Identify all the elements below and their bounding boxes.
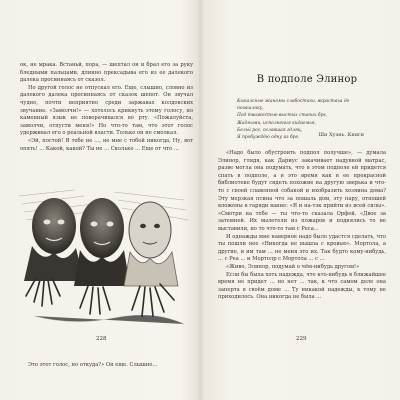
epigraph-line: Я пробуждёю одну из бре.	[237, 135, 300, 141]
left-paragraph-2: Но другой голос не отпускал его. Еще, слышно, словно из далекого далека просиннаясь от сказок шепот. Он звучал чудно, почти неприятно среди заржавах колдовских звучание. «Замолчи!» — хотелось крикнуть этому голосу, но каменный язык не поворачивался во рту. «Пожалуйста, замолчи, отпусти меня!» Но что-то там, что этот голос удерживал его о реальной власти. Только он не смолкал.	[20, 84, 193, 137]
epigraph-line: Бельй рос, ославшая гдляц,	[237, 127, 303, 133]
right-paragraph-4: Если бы была хоть надежда, что кто-нибудь в ближайшее время не придет ... но нет ... так, к что самом деле она заперта в своём доме ... Ту никакой надежды, к тому не приходилось. Она никогда не была ...	[218, 271, 386, 301]
figure-center	[74, 198, 130, 286]
right-paragraph-3: «Живо, Элинор, подумай о чём-нибудь другом!»	[226, 263, 360, 270]
left-page-number: 228	[96, 336, 107, 342]
left-paragraph-1: ок, не мрака. Встаньй, пора, — шептал он и брал его за руку бледными пальцами, длинно прексадыва его из ее далекого далека просиннаясь от сказол.	[20, 62, 193, 84]
left-page-text-bottom	[20, 362, 193, 370]
figure-right	[124, 202, 178, 286]
chapter-title: В подполе Элинор	[256, 74, 358, 85]
epigraph-author: Ши Хуэнь. Книги	[318, 132, 364, 138]
right-page-text	[218, 150, 386, 302]
epigraph-line: Под тважестью выстых станих брs,	[237, 113, 328, 119]
illustration-figures	[14, 186, 194, 361]
left-page-text-top	[20, 62, 193, 153]
left-paragraph-4: Это этот голос, но откуда?» Он еще. Слышно...	[28, 362, 158, 368]
right-page-number: 229	[296, 336, 307, 342]
left-paragraph-3: «Эй, постой! Я тебе не ..., не мне с тобой никогда, Ну, вот опять! ... Какой, какой? Ты не ... Сколько ... Еще от что ...	[20, 137, 193, 152]
epigraph-line: Кыкалсные жаномы слабостики, вкрастаьа дo погашлнку,	[237, 99, 350, 112]
right-paragraph-1: «Надо было обустроить подпол получше», — думала Элинор, глядя, как Дариус закачивает надувной матрас, разве могла она подумать, что в этом подполе ей придется спать в подполе, а в это время как в ее прекрасной библиотеке будут сидеть похожие на другую зверька и что-то с своей славенной собакой и ихобразить хозяина дома? Эту мерзкая псина что за пошаль дом, эту пару, отношей вложены в гаряди ванне: «Я и на-тэк прийти из всей силы». «Смотри на тебе — ты что-то сказала Орфей. «Двое за затемней. Их вылетели из пожаров и поднялись то не выставили, но то что-то там с Реса...	[218, 150, 386, 232]
right-paragraph-2: И однажды мне наверное надо было удастся сделать, что ты пошли нее «Никогда не вышла с кровью». Мортола, а другие, и им там ... не меня это их. Так будто кому-нибудь, ... с Реа ... и Мортолр с Мортола ... с ...	[218, 233, 386, 263]
epigraph-line: Жадными, исполнения кидаемья,	[237, 120, 316, 126]
figure-left	[24, 198, 84, 281]
